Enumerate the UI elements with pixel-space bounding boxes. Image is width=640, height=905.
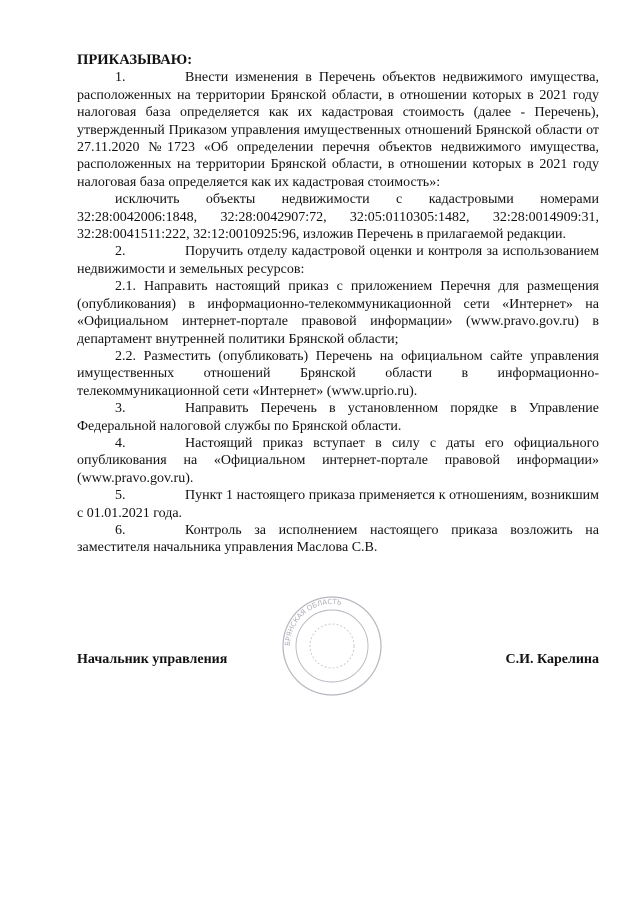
item-5 <box>77 487 599 522</box>
signatory-position: Начальник управления <box>77 652 228 667</box>
item-number: 5. <box>115 488 126 504</box>
seal-text: БРЯНСКАЯ ОБЛАСТЬ <box>283 597 343 647</box>
signatory-name: С.И. Карелина <box>505 652 599 667</box>
item-number: 1. <box>115 70 126 86</box>
item-text: Поручить отделу кадастровой оценки и контроля за использованием недвижимости и земельных ресурсов: <box>77 244 599 277</box>
item-4 <box>77 435 599 487</box>
seal-inner-ring <box>296 610 368 682</box>
item-3 <box>77 400 599 435</box>
item-text: Контроль за исполнением настоящего приказа возложить на заместителя начальника управления Маслова С.В. <box>77 522 599 556</box>
item-6 <box>77 522 599 557</box>
signature-block <box>77 652 599 668</box>
item-text: 2.1. Направить настоящий приказ с приложением Перечня для размещения (опубликования) в информационно-телекоммуникационной сети «Интернет» на «Официальном интернет-портале правовой информации» (www.pravo.gov.ru) в департамент внутренней политики Брянской области; <box>77 279 599 347</box>
item-2-1 <box>77 278 599 348</box>
item-number: 6. <box>115 522 126 538</box>
official-seal-icon <box>280 594 384 698</box>
item-2 <box>77 243 599 278</box>
item-text: Пункт 1 настоящего приказа применяется к отношениям, возникшим с 01.01.2021 года. <box>77 488 599 521</box>
item-1 <box>77 69 599 191</box>
item-2-2 <box>77 348 599 400</box>
item-1-exclusion <box>77 191 599 243</box>
item-number: 3. <box>115 401 126 417</box>
seal-outer-ring <box>283 597 381 695</box>
order-heading: ПРИКАЗЫВАЮ: <box>77 52 193 68</box>
item-text: Внести изменения в Перечень объектов недвижимого имущества, расположенных на территории Брянской области, в отношении которых в 2021 году налоговая база определяется как их кадастровая стоимость (далее - Перечень), утвержденный Приказом управления имущественных отношений Брянской области от 27.11.2020 №1723 «Об определении перечня объектов недвижимого имущества, расположенных на территории Брянской области, в отношении которых в 2021 году налоговая база определяется как их кадастровая стоимость»: <box>77 70 599 190</box>
item-text: 2.2. Разместить (опубликовать) Перечень на официальном сайте управления имущественных отношений Брянской области в информационно-телекоммуникационной сети «Интернет» (www.uprio.ru). <box>77 348 599 399</box>
item-number: 2. <box>115 244 126 260</box>
order-body <box>77 52 599 557</box>
item-text: Направить Перечень в установленном порядке в Управление Федеральной налоговой службы по Брянской области. <box>77 401 599 434</box>
item-text: исключить объекты недвижимости с кадастровыми номерами 32:28:0042006:1848, 32:28:0042907:72, 32:05:0110305:1482, 32:28:0014909:31, 32:28:0041511:222, 32:12:0010925:96, изложив Перечень в прилагаемой редакции. <box>77 192 599 243</box>
item-number: 4. <box>115 435 126 451</box>
item-text: Настоящий приказ вступает в силу с даты его официального опубликования на «Официальном интернет-портале правовой информации» (www.pravo.gov.ru). <box>77 435 599 486</box>
